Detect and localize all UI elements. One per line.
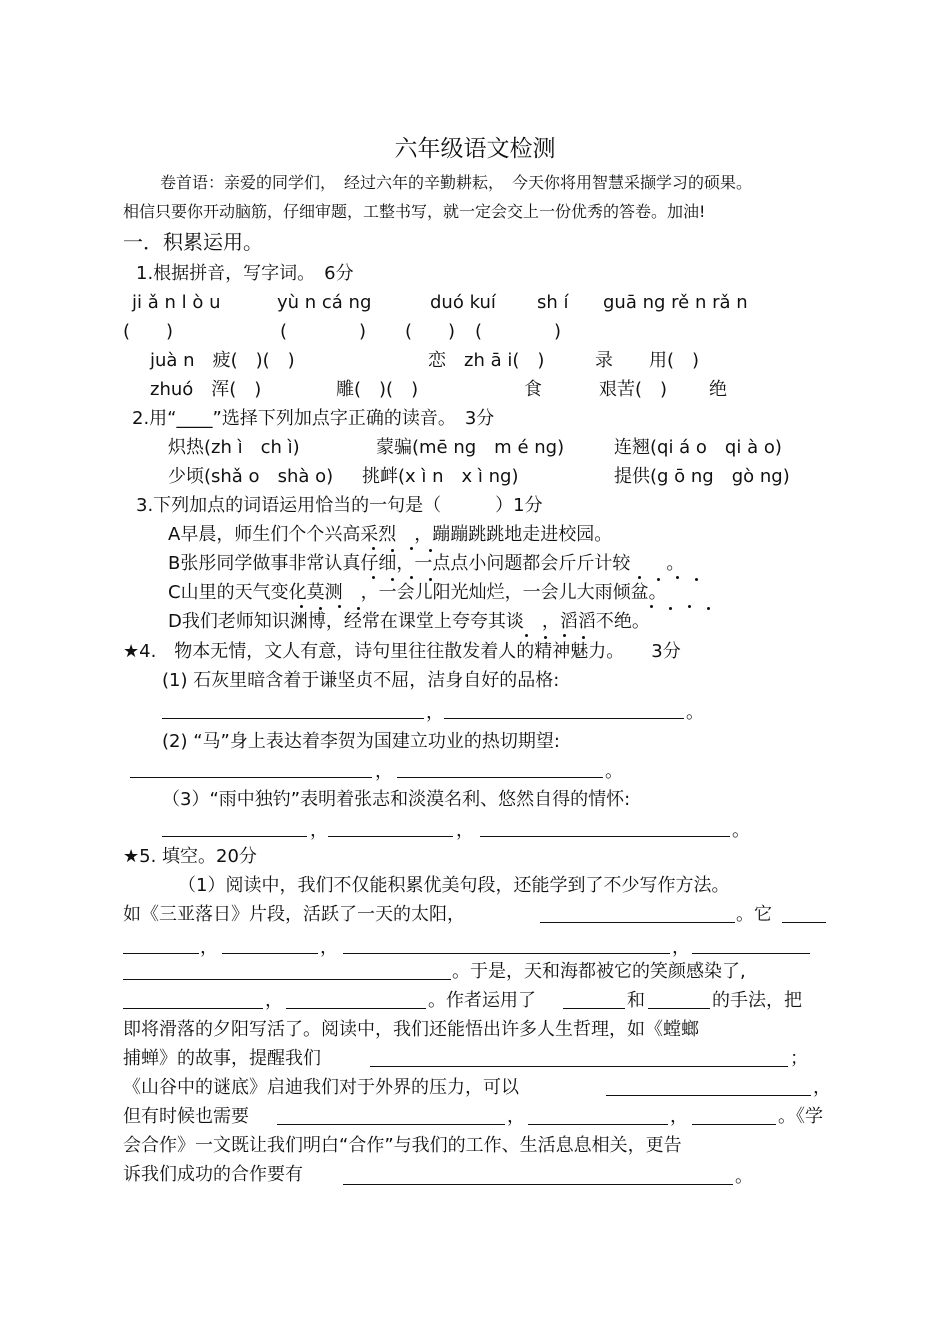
q4-answer-line[interactable] (397, 777, 603, 778)
q5-line-8: 《山谷中的谜底》启迪我们对于外界的压力，可以 (123, 1077, 519, 1098)
q5-answer-line[interactable] (222, 953, 318, 954)
emphasis-dot (391, 578, 394, 581)
q5-line-7: 捕蝉》的故事，提醒我们 (123, 1048, 321, 1069)
q4-comma: ， (310, 820, 328, 841)
emphasis-dot (429, 578, 432, 581)
q4-answer-line[interactable] (444, 718, 684, 719)
q5-answer-line[interactable] (343, 953, 670, 954)
q4-sub1: (1) 石灰里暗含着于谦坚贞不屈，洁身自好的品格: (162, 670, 560, 691)
emphasis-dot (657, 578, 660, 581)
q5-line-2b: 。它 (736, 904, 772, 925)
emphasis-dot (410, 576, 413, 579)
q2-prompt: 2.用“____”选择下列加点字正确的读音。 3分 (132, 408, 495, 429)
q5-line-9a: 但有时候也需要 (123, 1106, 249, 1127)
q5-answer-line[interactable] (123, 953, 199, 954)
q2-item-6[interactable]: 提供(g ō ng gò ng) (614, 466, 790, 487)
emphasis-dot (319, 607, 322, 610)
q5-line-2a: 如《三亚落日》片段，活跃了一天的太阳， (123, 904, 465, 925)
q5-comma: ， (507, 1106, 525, 1127)
emphasis-dot (707, 607, 710, 610)
q1-pinyin-5: guā ng rě n rǎ n (603, 292, 748, 313)
section-heading: 一．积累运用。 (123, 230, 263, 254)
q5-answer-line[interactable] (692, 1124, 776, 1125)
emphasis-dot (372, 547, 375, 550)
q5-comma: ， (320, 937, 338, 958)
q4-period: 。 (732, 820, 750, 841)
q1-pinyin-4: sh í (537, 292, 569, 313)
page-title: 六年级语文检测 (394, 136, 556, 162)
q5-comma: ， (265, 990, 283, 1011)
q3-prompt: 3.下列加点的词语运用恰当的一句是（ ）1分 (136, 495, 543, 516)
q1-row4-3: 食 (524, 379, 542, 400)
q5-line-5b: 和 (627, 990, 645, 1011)
emphasis-dot (525, 634, 528, 637)
q5-answer-line[interactable] (277, 1124, 505, 1125)
q2-item-1[interactable]: 炽热(zh ì ch ì) (168, 437, 300, 458)
q5-prompt: ★5. 填空。20分 (123, 846, 257, 867)
q2-item-4[interactable]: 少顷(shǎ o shà o) (168, 466, 334, 487)
q3-option-a[interactable]: A早晨，师生们个个兴高采烈 ，蹦蹦跳跳地走进校园。 (168, 524, 613, 545)
emphasis-dot (688, 605, 691, 608)
q5-answer-line[interactable] (563, 1008, 625, 1009)
q4-comma: ， (375, 761, 393, 782)
q1-row3-2[interactable]: 恋 zh ā i( ) (428, 350, 545, 371)
q5-line-5c: 的手法，把 (712, 990, 802, 1011)
q1-pinyin-3: duó kuí (430, 292, 496, 313)
q4-sub2: (2) “马”身上表达着李贺为国建立功业的热切期望: (162, 731, 560, 752)
q5-line-9b: 。《学 (778, 1106, 823, 1127)
q1-blank-3[interactable]: ( ) (405, 321, 456, 342)
q5-line-7-end: ； (790, 1048, 808, 1069)
q1-pinyin-1: ji ǎ n l ò u (132, 292, 221, 313)
q1-prompt: 1.根据拼音，写字词。 6分 (136, 263, 354, 284)
emphasis-dot (669, 607, 672, 610)
q5-comma: ， (200, 937, 218, 958)
q5-line-1: （1）阅读中，我们不仅能积累优美句段，还能学到了不少写作方法。 (178, 875, 730, 896)
q4-comma: ， (456, 820, 474, 841)
q5-period: 。 (735, 1166, 753, 1187)
emphasis-dot (372, 576, 375, 579)
q4-period: 。 (686, 702, 704, 723)
q4-sub3: （3）“雨中独钓”表明着张志和淡漠名利、悠然自得的情怀: (162, 789, 631, 810)
emphasis-dot (357, 607, 360, 610)
q1-blank-2[interactable]: ( ) (280, 321, 367, 342)
emphasis-dot (410, 547, 413, 550)
q5-answer-line[interactable] (606, 1095, 811, 1096)
q1-row3-3[interactable]: 录 用( ) (595, 350, 700, 371)
q5-answer-line[interactable] (286, 1008, 426, 1009)
q5-answer-line[interactable] (123, 1008, 263, 1009)
q5-answer-line[interactable] (343, 1184, 733, 1185)
q5-answer-line[interactable] (370, 1066, 788, 1067)
emphasis-dot (391, 549, 394, 552)
q4-answer-line[interactable] (130, 777, 372, 778)
emphasis-dot (650, 605, 653, 608)
emphasis-dot (638, 576, 641, 579)
q5-answer-line[interactable] (123, 979, 451, 980)
q4-prompt: ★4. 物本无情，文人有意，诗句里往往散发着人的精神魅力。 3分 (123, 641, 681, 662)
q2-item-2[interactable]: 蒙骗(mē ng m é ng) (376, 437, 565, 458)
q1-blank-4[interactable]: ( ) (475, 321, 562, 342)
q4-answer-line[interactable] (328, 836, 453, 837)
emphasis-dot (300, 605, 303, 608)
q5-line-5a: 。作者运用了 (428, 990, 536, 1011)
q5-line-4: 。于是，天和海都被它的笑颜感染了, (452, 961, 746, 982)
intro-line-1: 卷首语：亲爱的同学们， 经过六年的辛勤耕耘， 今天你将用智慧采撷学习的硕果。 (160, 173, 753, 192)
q1-blank-1[interactable]: ( ) (123, 321, 174, 342)
q5-comma: ， (813, 1077, 831, 1098)
q5-line-10: 会合作》一文既让我们明白“合作”与我们的工作、生活息息相关，更告 (123, 1135, 682, 1156)
emphasis-dot (676, 576, 679, 579)
q1-row4-1[interactable]: zhuó 浑( ) (150, 379, 262, 400)
emphasis-dot (544, 636, 547, 639)
q5-answer-line[interactable] (782, 922, 826, 923)
q3-option-b[interactable]: B张彤同学做事非常认真仔细，一点点小问题都会斤斤计较 。 (168, 553, 685, 574)
q4-period: 。 (605, 761, 623, 782)
q1-row3-1[interactable]: juà n 疲( )( ) (150, 350, 295, 371)
q4-answer-line[interactable] (480, 836, 730, 837)
q3-option-c[interactable]: C山里的天气变化莫测 ，一会儿阳光灿烂，一会儿大雨倾盆。 (168, 582, 667, 603)
q1-pinyin-2: yù n cá ng (277, 292, 372, 313)
q4-comma: ， (426, 702, 444, 723)
q5-answer-line[interactable] (648, 1008, 710, 1009)
q5-answer-line[interactable] (692, 953, 810, 954)
q1-row4-4[interactable]: 艰苦( ) (599, 379, 668, 400)
q1-row4-5: 绝 (709, 379, 727, 400)
emphasis-dot (429, 549, 432, 552)
emphasis-dot (582, 636, 585, 639)
q5-answer-line[interactable] (540, 922, 735, 923)
q2-item-3[interactable]: 连翘(qi á o qi à o) (614, 437, 782, 458)
q4-answer-line[interactable] (162, 718, 424, 719)
q5-line-6: 即将滑落的夕阳写活了。阅读中，我们还能悟出许多人生哲理，如《螳螂 (123, 1019, 699, 1040)
q5-comma: ， (672, 937, 690, 958)
q2-item-5[interactable]: 挑衅(x ì n x ì ng) (362, 466, 519, 487)
q5-line-11: 诉我们成功的合作要有 (123, 1164, 303, 1185)
q3-option-d[interactable]: D我们老师知识渊博，经常在课堂上夸夸其谈 ，滔滔不绝。 (168, 611, 650, 632)
q5-comma: ， (670, 1106, 688, 1127)
emphasis-dot (338, 605, 341, 608)
q1-row4-2[interactable]: 雕( )( ) (336, 379, 419, 400)
intro-line-2: 相信只要你开动脑筋，仔细审题，工整书写，就一定会交上一份优秀的答卷。加油! (123, 202, 706, 221)
q4-answer-line[interactable] (162, 836, 307, 837)
emphasis-dot (563, 634, 566, 637)
q5-answer-line[interactable] (528, 1124, 668, 1125)
emphasis-dot (695, 578, 698, 581)
